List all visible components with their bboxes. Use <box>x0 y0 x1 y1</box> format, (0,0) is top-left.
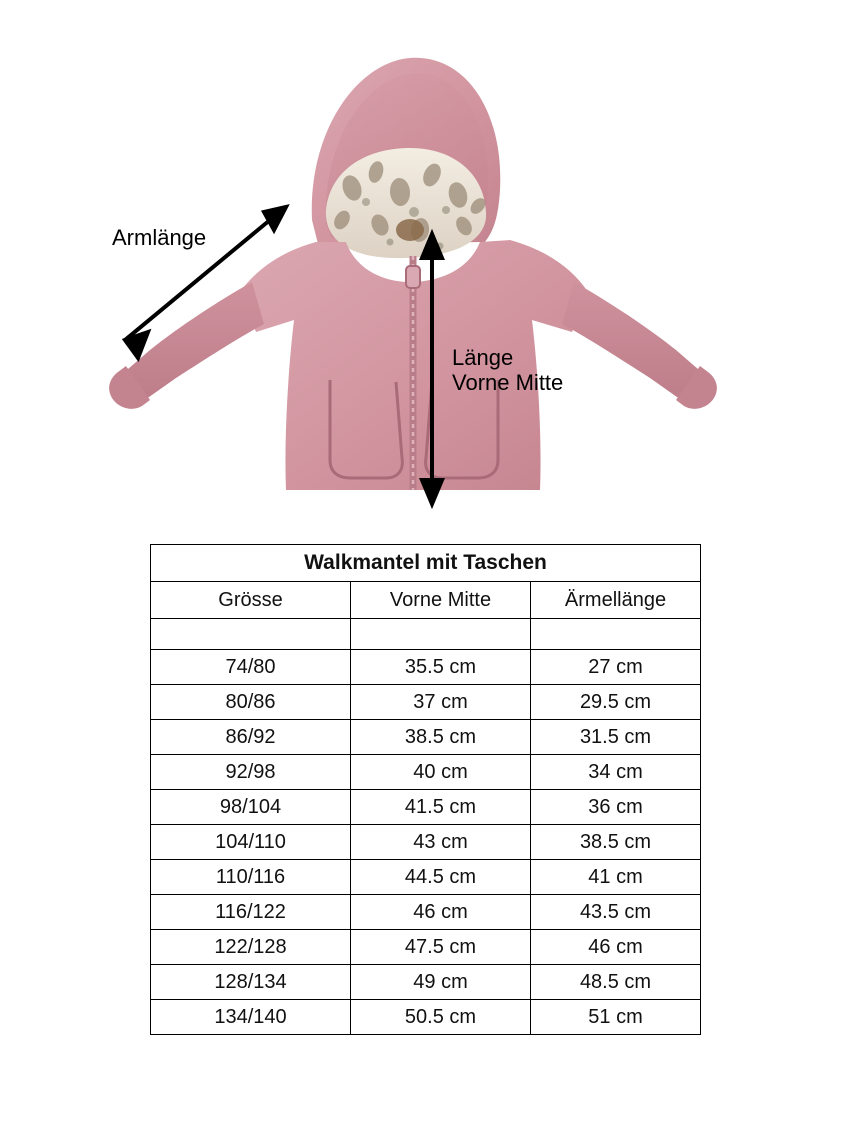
spacer-cell-1 <box>151 619 351 650</box>
cell-front-length: 43 cm <box>351 825 531 860</box>
table-spacer-row <box>151 619 701 650</box>
table-row <box>151 720 701 755</box>
table-title: Walkmantel mit Taschen <box>151 545 701 582</box>
cell-sleeve-length: 46 cm <box>531 930 701 965</box>
cell-size: 98/104 <box>151 790 351 825</box>
cell-size: 116/122 <box>151 895 351 930</box>
column-header-front-length: Vorne Mitte <box>351 582 531 619</box>
cell-front-length: 44.5 cm <box>351 860 531 895</box>
cell-front-length: 38.5 cm <box>351 720 531 755</box>
table-row <box>151 685 701 720</box>
column-header-sleeve-length: Ärmellänge <box>531 582 701 619</box>
coat-drawing <box>80 20 780 520</box>
arm-length-label: Armlänge <box>112 225 207 250</box>
front-length-label-line2: Vorne Mitte <box>452 370 564 396</box>
cell-front-length: 46 cm <box>351 895 531 930</box>
table-row <box>151 825 701 860</box>
garment-illustration <box>0 0 855 540</box>
cell-sleeve-length: 41 cm <box>531 860 701 895</box>
cell-sleeve-length: 43.5 cm <box>531 895 701 930</box>
cell-sleeve-length: 38.5 cm <box>531 825 701 860</box>
front-length-label <box>452 345 563 396</box>
cell-sleeve-length: 31.5 cm <box>531 720 701 755</box>
cell-size: 122/128 <box>151 930 351 965</box>
cell-sleeve-length: 51 cm <box>531 1000 701 1035</box>
table-row <box>151 895 701 930</box>
table-row <box>151 1000 701 1035</box>
cell-sleeve-length: 34 cm <box>531 755 701 790</box>
table-row <box>151 965 701 1000</box>
cell-front-length: 49 cm <box>351 965 531 1000</box>
right-sleeve <box>562 282 717 409</box>
size-table-container <box>150 544 700 1035</box>
coat-svg <box>80 20 780 520</box>
cell-size: 110/116 <box>151 860 351 895</box>
cell-size: 86/92 <box>151 720 351 755</box>
table-title-row <box>151 545 701 582</box>
cell-sleeve-length: 48.5 cm <box>531 965 701 1000</box>
column-header-size: Grösse <box>151 582 351 619</box>
cell-front-length: 35.5 cm <box>351 650 531 685</box>
cell-size: 104/110 <box>151 825 351 860</box>
size-table-body <box>151 545 701 1035</box>
cell-front-length: 50.5 cm <box>351 1000 531 1035</box>
spacer-cell-2 <box>351 619 531 650</box>
cell-size: 128/134 <box>151 965 351 1000</box>
table-row <box>151 755 701 790</box>
table-header-row <box>151 582 701 619</box>
cell-sleeve-length: 36 cm <box>531 790 701 825</box>
cell-size: 134/140 <box>151 1000 351 1035</box>
cell-sleeve-length: 29.5 cm <box>531 685 701 720</box>
table-row <box>151 790 701 825</box>
table-row <box>151 930 701 965</box>
front-length-label-line1: Länge <box>452 345 514 370</box>
cell-size: 80/86 <box>151 685 351 720</box>
cell-size: 74/80 <box>151 650 351 685</box>
table-row <box>151 650 701 685</box>
cell-size: 92/98 <box>151 755 351 790</box>
cell-front-length: 40 cm <box>351 755 531 790</box>
table-row <box>151 860 701 895</box>
cell-front-length: 41.5 cm <box>351 790 531 825</box>
cell-sleeve-length: 27 cm <box>531 650 701 685</box>
size-table <box>150 544 701 1035</box>
cell-front-length: 37 cm <box>351 685 531 720</box>
cell-front-length: 47.5 cm <box>351 930 531 965</box>
spacer-cell-3 <box>531 619 701 650</box>
